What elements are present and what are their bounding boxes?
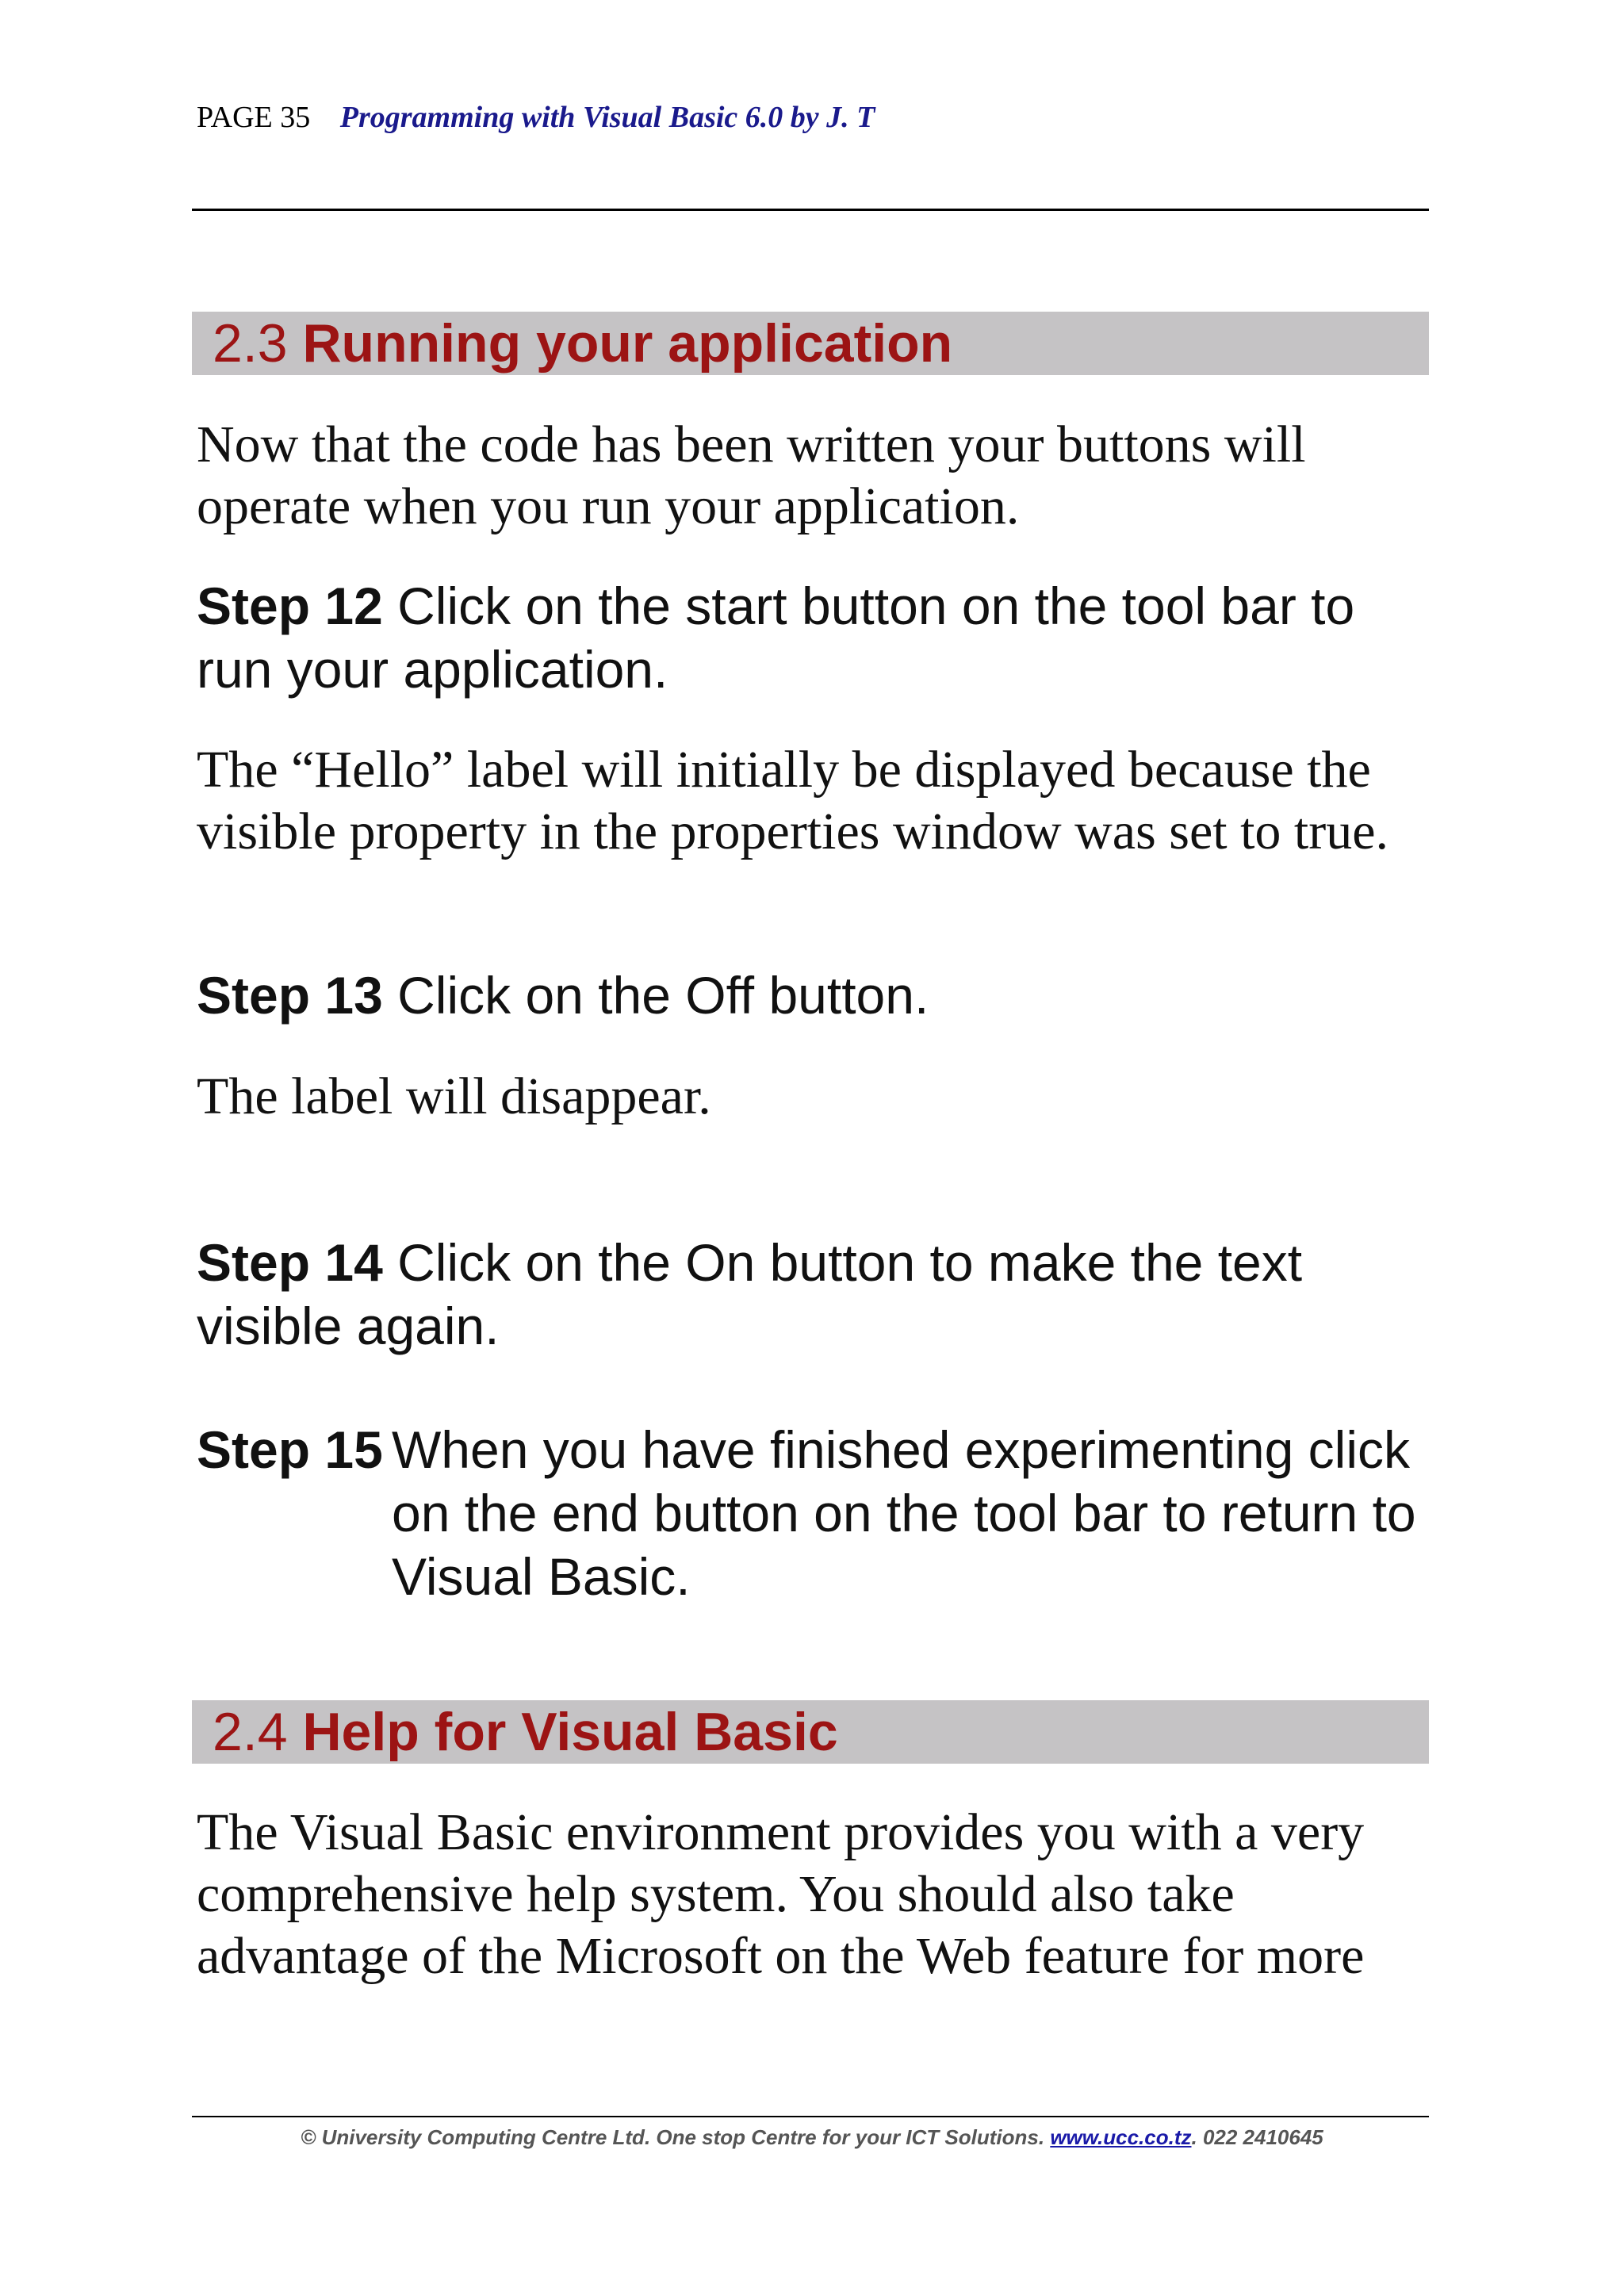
section-title: Help for Visual Basic: [302, 1702, 838, 1762]
step-label: Step 14: [197, 1233, 383, 1292]
book-title: Programming with Visual Basic 6.0 by J. T: [339, 101, 875, 134]
section-number: 2.3: [213, 313, 288, 374]
section-title: Running your application: [302, 313, 953, 374]
step-text: When you have finished experimenting click on the end button on the tool bar to return to Visual Basic.: [392, 1420, 1416, 1606]
step-label: Step 12: [197, 577, 383, 635]
step-text: Click on the On button to make the text visible again.: [197, 1233, 1303, 1355]
step-text: Click on the start button on the tool bar to run your application.: [197, 577, 1355, 699]
step-14: [197, 1231, 1434, 1358]
step-label: Step 15: [197, 1420, 383, 1479]
paragraph-disappear: The label will disappear.: [197, 1067, 711, 1125]
footer-phone: . 022 2410645: [1191, 2125, 1323, 2149]
paragraph-help-system: The Visual Basic environment provides you with a very comprehensive help system. You should also take advantage of the Microsoft on the Web feature for more: [197, 1803, 1365, 1985]
step-12: [197, 574, 1434, 701]
page-number: PAGE 35: [197, 101, 311, 134]
footer-divider: [192, 2116, 1429, 2117]
page-footer: [0, 2125, 1624, 2150]
paragraph-hello-label: The “Hello” label will initially be displayed because the visible property in the properties window was set to true.: [197, 741, 1389, 860]
page-header: [197, 100, 875, 135]
step-13: [197, 964, 1434, 1027]
section-heading-2-3: [192, 312, 1429, 375]
paragraph-intro: Now that the code has been written your buttons will operate when you run your application.: [197, 416, 1306, 535]
section-heading-2-4: [192, 1700, 1429, 1764]
footer-website-link[interactable]: www.ucc.co.tz: [1050, 2125, 1192, 2149]
header-divider: [192, 209, 1429, 211]
step-text: Click on the Off button.: [397, 966, 929, 1025]
step-label: Step 13: [197, 966, 383, 1025]
footer-copyright: © University Computing Centre Ltd. One stop Centre for your ICT Solutions.: [301, 2125, 1045, 2149]
section-number: 2.4: [213, 1702, 288, 1762]
